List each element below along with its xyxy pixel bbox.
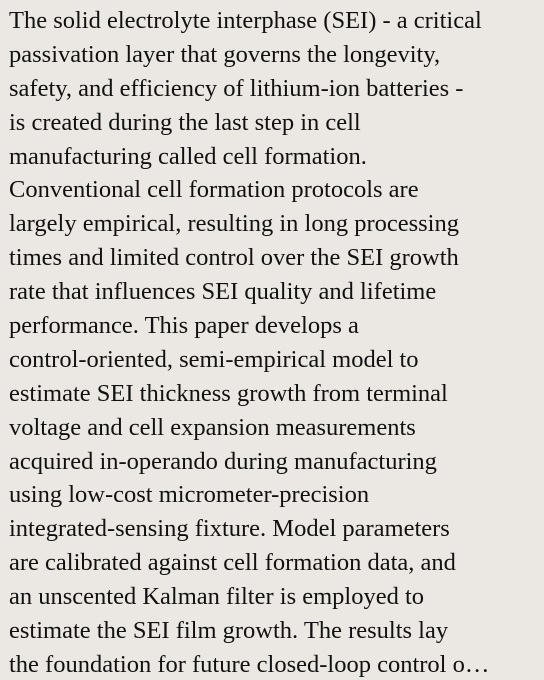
text-line: safety, and efficiency of lithium-ion batteries - [9,74,464,102]
text-line: using low-cost micrometer-precision [9,481,370,509]
text-line: manufacturing called cell formation. [9,142,367,170]
text-line: The solid electrolyte interphase (SEI) - a critical [9,7,482,34]
text-line: acquired in-operando during manufacturing [9,447,437,475]
text-line: rate that influences SEI quality and lifetime [9,278,437,306]
text-line: is created during the last step in cell [9,108,361,136]
text-line: the foundation for future closed-loop control o… [9,650,490,678]
abstract-text [9,4,541,680]
text-line: times and limited control over the SEI growth [9,244,459,272]
text-line: integrated-sensing fixture. Model parameters [9,515,450,543]
text-line: control-oriented, semi-empirical model to [9,345,419,373]
text-line: Conventional cell formation protocols are [9,176,419,204]
text-line: estimate the SEI film growth. The results lay [9,617,449,645]
text-line: an unscented Kalman filter is employed to [9,583,425,611]
text-line: estimate SEI thickness growth from terminal [9,379,448,407]
text-line: voltage and cell expansion measurements [9,413,416,441]
text-line: are calibrated against cell formation data, and [9,549,456,577]
text-line: largely empirical, resulting in long processing [9,210,459,238]
text-line: passivation layer that governs the longevity, [9,40,441,68]
text-line: performance. This paper develops a [9,312,359,340]
